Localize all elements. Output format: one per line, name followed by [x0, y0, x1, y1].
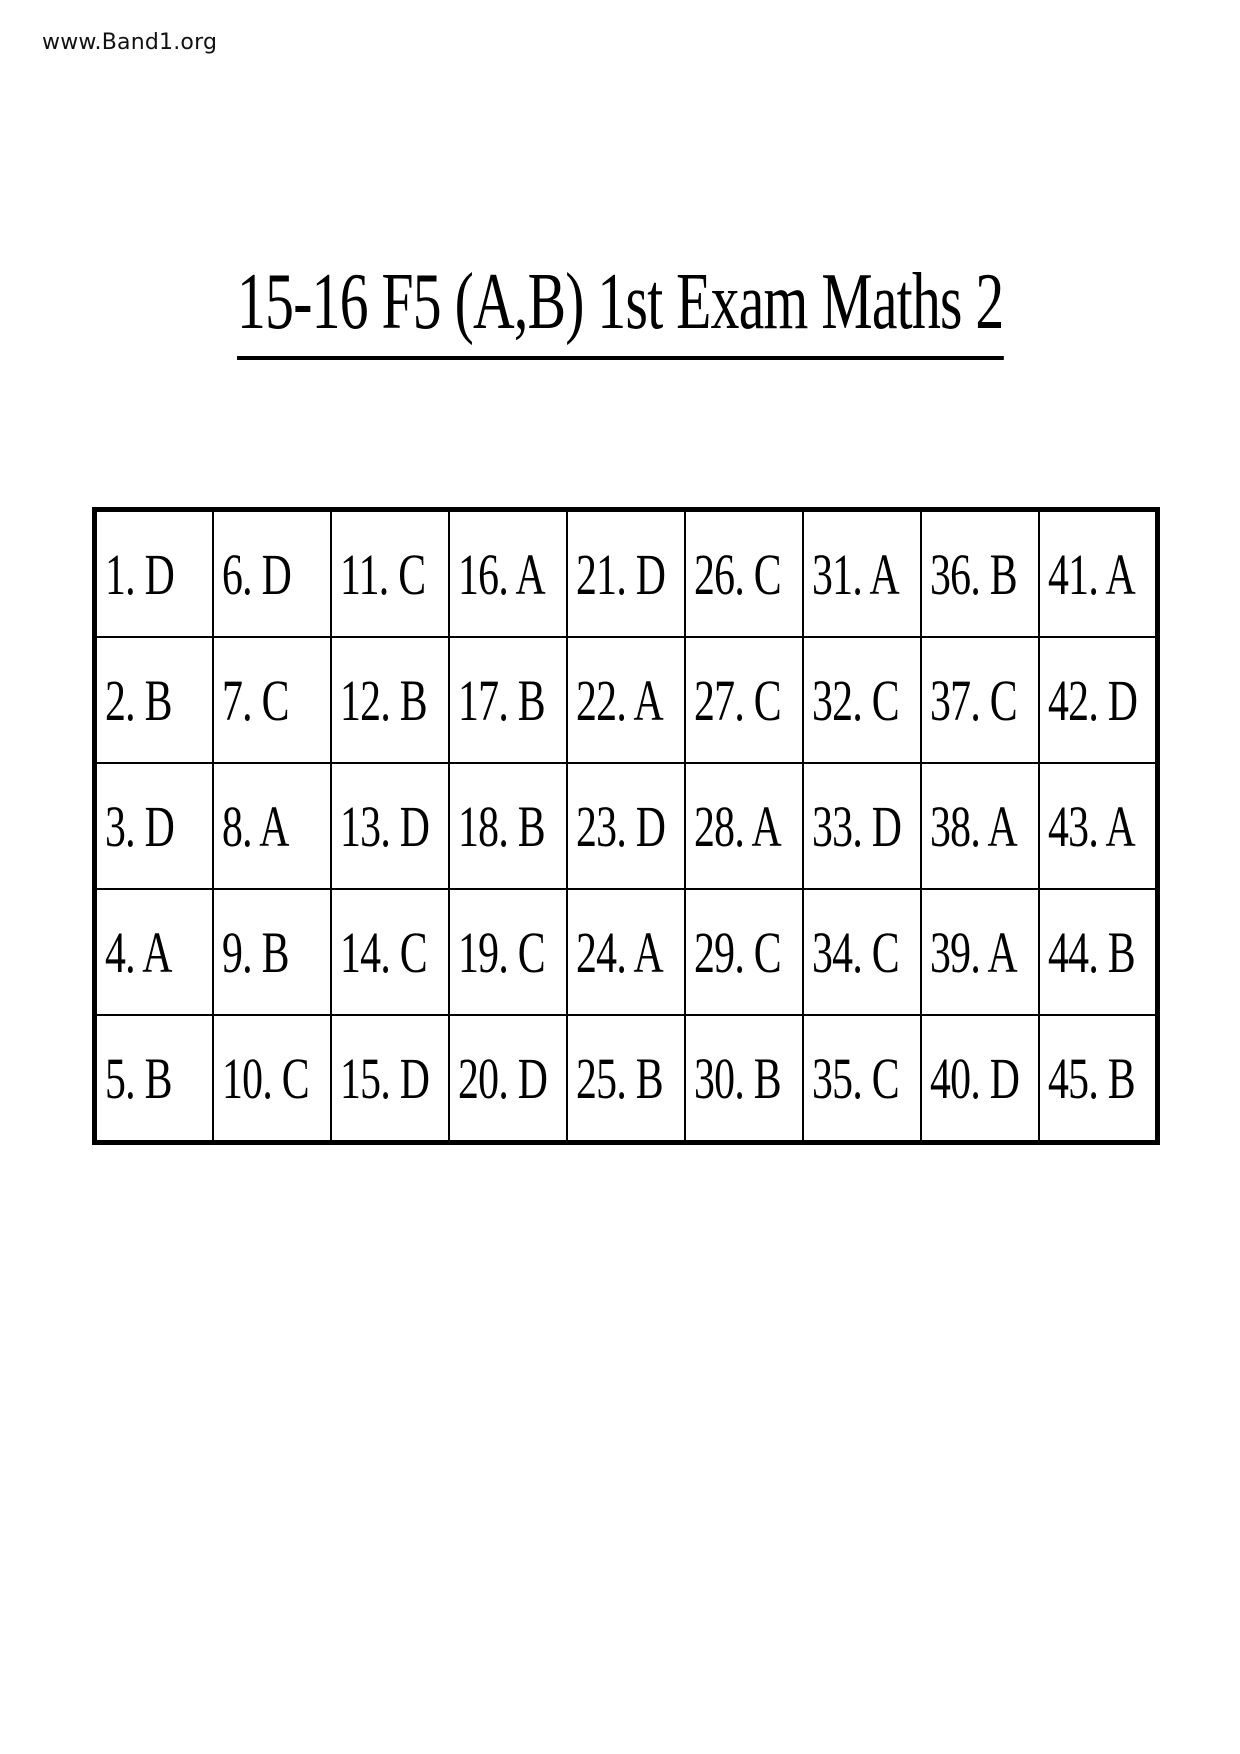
answer-text: 9. B: [221, 919, 289, 985]
answer-text: 30. B: [694, 1045, 781, 1111]
answer-text: 14. C: [339, 919, 427, 985]
answer-text: 19. C: [457, 919, 545, 985]
answer-text: 23. D: [575, 793, 666, 859]
answer-cell: [567, 763, 685, 889]
answer-cell: [95, 889, 213, 1015]
answer-text: 11. C: [339, 541, 426, 607]
answer-text: 21. D: [575, 541, 666, 607]
answer-cell: [95, 1015, 213, 1143]
answer-cell: [685, 763, 803, 889]
answer-cell: [449, 637, 567, 763]
answer-text: 33. D: [812, 793, 902, 859]
answer-cell: [921, 510, 1039, 638]
answer-cell: [921, 1015, 1039, 1143]
table-row: [95, 637, 1158, 763]
answer-cell: [331, 763, 449, 889]
answer-text: 4. A: [105, 919, 172, 985]
answer-text: 40. D: [930, 1045, 1020, 1111]
answer-text: 24. A: [575, 919, 663, 985]
answer-cell: [95, 637, 213, 763]
answer-cell: [213, 510, 331, 638]
answer-cell: [1039, 1015, 1157, 1143]
answer-text: 8. A: [221, 793, 289, 859]
page-title: 15-16 F5 (A,B) 1st Exam Maths 2: [237, 262, 1003, 360]
answer-text: 35. C: [812, 1045, 900, 1111]
table-row: [95, 510, 1158, 638]
table-row: [95, 1015, 1158, 1143]
answer-text: 28. A: [694, 793, 781, 859]
answer-cell: [213, 637, 331, 763]
answer-text: 34. C: [812, 919, 900, 985]
answer-cell: [685, 637, 803, 763]
answer-cell: [803, 889, 921, 1015]
answer-cell: [331, 510, 449, 638]
answer-text: 39. A: [930, 919, 1018, 985]
answer-cell: [567, 889, 685, 1015]
answer-text: 15. D: [339, 1045, 429, 1111]
answer-key-table: [92, 507, 1160, 1145]
answer-text: 16. A: [457, 541, 545, 607]
answer-text: 27. C: [694, 667, 781, 733]
answer-text: 41. A: [1048, 541, 1136, 607]
answer-cell: [921, 763, 1039, 889]
answer-text: 1. D: [105, 541, 175, 607]
answer-text: 37. C: [930, 667, 1018, 733]
table-row: [95, 889, 1158, 1015]
answer-cell: [803, 1015, 921, 1143]
answer-text: 31. A: [812, 541, 900, 607]
answer-cell: [685, 889, 803, 1015]
answer-text: 3. D: [105, 793, 175, 859]
answer-cell: [331, 637, 449, 763]
answer-cell: [921, 637, 1039, 763]
answer-text: 25. B: [575, 1045, 663, 1111]
answer-text: 2. B: [105, 667, 172, 733]
answer-cell: [1039, 637, 1157, 763]
answer-text: 44. B: [1048, 919, 1136, 985]
answer-text: 43. A: [1048, 793, 1136, 859]
answer-cell: [213, 763, 331, 889]
answer-cell: [449, 1015, 567, 1143]
answer-cell: [803, 763, 921, 889]
answer-text: 7. C: [221, 667, 289, 733]
answer-cell: [95, 763, 213, 889]
answer-cell: [1039, 763, 1157, 889]
answer-cell: [213, 889, 331, 1015]
answer-cell: [567, 1015, 685, 1143]
answer-text: 17. B: [457, 667, 545, 733]
answer-text: 32. C: [812, 667, 900, 733]
answer-cell: [449, 510, 567, 638]
answer-text: 42. D: [1048, 667, 1138, 733]
answer-text: 10. C: [221, 1045, 309, 1111]
answer-cell: [921, 889, 1039, 1015]
answer-cell: [567, 510, 685, 638]
answer-cell: [449, 889, 567, 1015]
answer-text: 38. A: [930, 793, 1018, 859]
answer-text: 29. C: [694, 919, 781, 985]
site-watermark: www.Band1.org: [42, 30, 218, 55]
answer-text: 12. B: [339, 667, 427, 733]
answer-text: 26. C: [694, 541, 781, 607]
answer-text: 36. B: [930, 541, 1018, 607]
answer-cell: [685, 510, 803, 638]
answer-cell: [803, 637, 921, 763]
answer-cell: [95, 510, 213, 638]
answer-cell: [449, 763, 567, 889]
answer-text: 20. D: [457, 1045, 548, 1111]
answer-text: 13. D: [339, 793, 429, 859]
answer-text: 45. B: [1048, 1045, 1136, 1111]
title-container: [0, 258, 1240, 360]
table-row: [95, 763, 1158, 889]
answer-text: 22. A: [575, 667, 663, 733]
answer-cell: [331, 1015, 449, 1143]
answer-text: 6. D: [221, 541, 291, 607]
answer-text: 5. B: [105, 1045, 172, 1111]
answer-cell: [331, 889, 449, 1015]
answer-cell: [1039, 510, 1157, 638]
answer-text: 18. B: [457, 793, 545, 859]
answer-cell: [803, 510, 921, 638]
answer-key-body: [95, 510, 1158, 1143]
answer-cell: [567, 637, 685, 763]
answer-cell: [213, 1015, 331, 1143]
answer-cell: [685, 1015, 803, 1143]
answer-cell: [1039, 889, 1157, 1015]
